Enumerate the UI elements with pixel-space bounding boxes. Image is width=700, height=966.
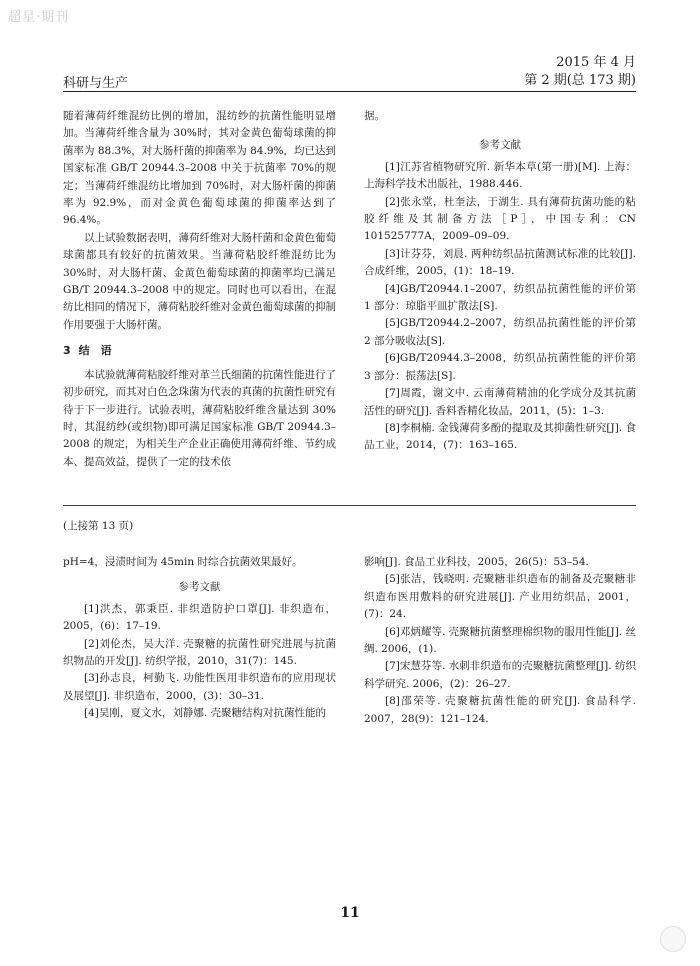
reference-item: [5]张洁，钱晓明. 壳聚糖非织造布的制备及壳聚糖非织造布医用敷料的研究进展[J]. 产业用纺织品，2001，(7)：24. (364, 573, 636, 621)
body-paragraph: 随着薄荷纤维混纺比例的增加，混纺纱的抗菌性能明显增加。当薄荷纤维含量为 30%时，其对金黄色葡萄球菌的抑菌率为 88.3%，对大肠杆菌的抑菌率为 84.9%，均已达到国家标准 GB/T 20944.3–2008 中关于抗菌率 70%的规定；当薄荷纤维混纺比增加到 70%时，对大肠杆菌的抑菌率为 92.9%，而对金黄色葡萄球菌的抑菌率达到了 96.4%。 (63, 110, 336, 227)
reference-item: [6]GB/T20944.3–2008，纺织品抗菌性能的评价第 3 部分：振荡法[S]. (364, 352, 636, 382)
page-number: 11 (340, 905, 360, 921)
reference-continuation: 影响[J]. 食品工业科技，2005，26(5)：53–54. (364, 556, 589, 568)
references-title: 参考文献 (479, 139, 521, 152)
body-paragraph: 本试验就薄荷粘胶纤维对革兰氏细菌的抗菌性能进行了初步研究，而其对白色念珠菌为代表的真菌的抗菌性研究有待于下一步进行。试验表明，薄荷粘胶纤维含量达到 30%时，其混纺纱(或织物)即可满足国家标准 GB/T 20944.3–2008 的规定，为相关生产企业正确使用薄荷纤维、节约成本、提高效益，提供了一定的技术依 (63, 368, 336, 468)
reference-item: [2]张永堂，杜奎法，于湖生. 具有薄荷抗菌功能的粘胶纤维及其制备方法［P］，中国专利：CN 101525777A，2009–09–09. (364, 195, 636, 243)
header-rule (63, 91, 636, 92)
top-left-column (63, 108, 336, 471)
references-title: 参考文献 (178, 581, 221, 594)
reference-item: [5]GB/T20944.2–2007，纺织品抗菌性能的评价第 2 部分吸收法[S]. (364, 317, 636, 347)
reference-item: [7]周霞，谢文中. 云南薄荷精油的化学成分及其抗菌活性的研究[J]. 香料香精化妆品，2011，(5)：1–3. (364, 387, 636, 417)
section-number: 3 (63, 344, 71, 358)
bottom-left-column (63, 554, 336, 723)
section-title: 结 语 (78, 344, 112, 358)
reference-item: [4]GB/T20944.1–2007，纺织品抗菌性能的评价第 1 部分：琼脂平皿扩散法[S]. (364, 282, 636, 313)
reference-item: [6]邓炳耀等. 壳聚糖抗菌整理棉织物的服用性能[J]. 丝绸. 2006，(1). (364, 625, 636, 656)
reference-item: [1]江苏省植物研究所. 新华本草(第一册)[M]. 上海：上海科学技术出版社，1988.446. (364, 160, 636, 191)
issue-date: 2015 年 4 月 (556, 55, 636, 70)
reference-item: [7]宋慧芬等. 水刺非织造布的壳聚糖抗菌整理[J]. 纺织科学研究. 2006，(2)：26–27. (364, 660, 636, 690)
journal-name: 科研与生产 (63, 76, 129, 91)
reference-item: [3]计芬芬，刘晨. 两种纺织品抗菌测试标准的比较[J]. 合成纤维，2005，(1)：18–19. (364, 247, 636, 278)
reference-item: [1]洪杰，郭秉臣. 非织造防护口罩[J]. 非织造布，2005，(6)：17–19. (63, 602, 336, 633)
issue-number: 第 2 期(总 173 期) (524, 73, 636, 88)
corner-badge-icon (660, 926, 686, 952)
body-paragraph: 据。 (364, 110, 385, 122)
top-right-column (364, 108, 636, 455)
section-heading (63, 342, 336, 359)
reference-item: [8]李桐楠. 金钱薄荷多酚的提取及其抑菌性研究[J]. 食品工业，2014，(7)：163–165. (364, 421, 636, 452)
continued-note: (上接第 13 页) (63, 520, 134, 532)
reference-item: [8]邵荣等. 壳聚糖抗菌性能的研究[J]. 食品科学. 2007，28(9)：121–124. (364, 695, 636, 725)
body-paragraph: pH=4，浸渍时间为 45min 时综合抗菌效果最好。 (63, 556, 303, 568)
bottom-right-column (364, 554, 636, 728)
article-divider (63, 505, 636, 506)
reference-item: [2]刘伦杰，吴大洋. 壳聚糖的抗菌性研究进展与抗菌织物品的开发[J]. 纺织学报，2010，31(7)：145. (63, 637, 336, 668)
reference-item: [3]孙志良，柯勤飞. 功能性医用非织造布的应用现状及展望[J]. 非织造布，2000，(3)：30–31. (63, 672, 336, 702)
issue-info (524, 54, 636, 90)
reference-item: [4]吴刚，夏文水，刘静娜. 壳聚糖结构对抗菌性能的 (84, 707, 327, 720)
body-paragraph: 以上试验数据表明，薄荷纤维对大肠杆菌和金黄色葡萄球菌都具有较好的抗菌效果。当薄荷粘胶纤维混纺比为 30%时，对大肠杆菌、金黄色葡萄球菌的抑菌率均已满足 GB/T 20944.3–2008 中的规定。同时也可以看出，在混纺比相同的情况下，薄荷粘胶纤维对金黄色葡萄球菌的抑制作用要强于大肠杆菌。 (63, 231, 336, 331)
watermark-logo: 超星·期刊 (8, 10, 70, 25)
